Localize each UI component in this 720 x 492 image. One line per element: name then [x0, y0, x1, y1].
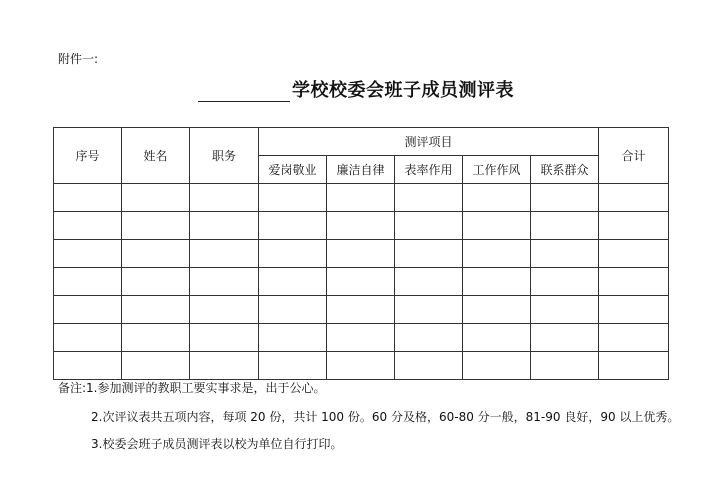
header-criterion: 工作作风	[463, 156, 531, 184]
table-cell[interactable]	[190, 184, 259, 212]
table-cell[interactable]	[599, 184, 669, 212]
table-cell[interactable]	[531, 268, 599, 296]
table-cell[interactable]	[463, 212, 531, 240]
note-item: 2.次评议表共五项内容，每项 20 份，共计 100 份。60 分及格，60-80 分一般，81-90 良好，90 以上优秀。	[91, 410, 680, 424]
table-cell[interactable]	[531, 324, 599, 352]
table-cell[interactable]	[54, 296, 122, 324]
table-cell[interactable]	[463, 240, 531, 268]
table-cell[interactable]	[259, 268, 327, 296]
table-cell[interactable]	[463, 184, 531, 212]
table-cell[interactable]	[599, 240, 669, 268]
table-cell[interactable]	[463, 296, 531, 324]
table-cell[interactable]	[395, 240, 463, 268]
table-cell[interactable]	[599, 268, 669, 296]
table-cell[interactable]	[531, 240, 599, 268]
table-cell[interactable]	[259, 352, 327, 380]
table-body	[54, 184, 669, 380]
table-cell[interactable]	[327, 296, 395, 324]
table-cell[interactable]	[599, 324, 669, 352]
table-cell[interactable]	[531, 352, 599, 380]
table-cell[interactable]	[54, 268, 122, 296]
table-cell[interactable]	[259, 212, 327, 240]
table-cell[interactable]	[122, 324, 190, 352]
attachment-label: 附件一:	[58, 52, 99, 66]
table-cell[interactable]	[599, 212, 669, 240]
table-cell[interactable]	[122, 352, 190, 380]
header-position: 职务	[190, 128, 259, 184]
table-cell[interactable]	[259, 240, 327, 268]
notes-label: 备注:	[58, 381, 87, 395]
table-cell[interactable]	[395, 212, 463, 240]
table-cell[interactable]	[190, 268, 259, 296]
table-cell[interactable]	[259, 184, 327, 212]
header-criterion: 联系群众	[531, 156, 599, 184]
header-criterion: 表率作用	[395, 156, 463, 184]
table-cell[interactable]	[122, 268, 190, 296]
table-cell[interactable]	[190, 352, 259, 380]
table-cell[interactable]	[122, 296, 190, 324]
table-cell[interactable]	[395, 184, 463, 212]
table-cell[interactable]	[122, 212, 190, 240]
table-cell[interactable]	[259, 296, 327, 324]
note-item: 1.参加测评的教职工要实事求是，出于公心。	[86, 381, 326, 395]
table-cell[interactable]	[190, 296, 259, 324]
table-cell[interactable]	[327, 240, 395, 268]
table-cell[interactable]	[327, 324, 395, 352]
page-title: 学校校委会班子成员测评表	[292, 80, 514, 101]
table-cell[interactable]	[122, 240, 190, 268]
note-line-2	[58, 410, 679, 425]
header-name: 姓名	[122, 128, 190, 184]
header-criterion: 廉洁自律	[327, 156, 395, 184]
table-cell[interactable]	[531, 296, 599, 324]
table-cell[interactable]	[599, 296, 669, 324]
header-criterion: 爱岗敬业	[259, 156, 327, 184]
table-cell[interactable]	[327, 212, 395, 240]
note-item: 3.校委会班子成员测评表以校为单位自行打印。	[91, 437, 343, 451]
table-cell[interactable]	[531, 184, 599, 212]
header-total: 合计	[599, 128, 669, 184]
header-index: 序号	[54, 128, 122, 184]
table-cell[interactable]	[259, 324, 327, 352]
table-row	[54, 296, 669, 324]
table-cell[interactable]	[122, 184, 190, 212]
table-cell[interactable]	[531, 212, 599, 240]
table-cell[interactable]	[463, 324, 531, 352]
table-row	[54, 184, 669, 212]
table-cell[interactable]	[190, 212, 259, 240]
note-line-1	[58, 381, 326, 396]
title-row	[198, 76, 514, 102]
table-cell[interactable]	[327, 352, 395, 380]
table-cell[interactable]	[395, 352, 463, 380]
header-evaluation-group: 测评项目	[259, 128, 599, 156]
table-cell[interactable]	[395, 268, 463, 296]
table-cell[interactable]	[395, 296, 463, 324]
table-cell[interactable]	[54, 352, 122, 380]
table-row	[54, 324, 669, 352]
table-cell[interactable]	[327, 184, 395, 212]
table-cell[interactable]	[190, 324, 259, 352]
note-line-3	[58, 437, 342, 452]
table-row	[54, 352, 669, 380]
table-cell[interactable]	[463, 268, 531, 296]
table-cell[interactable]	[54, 240, 122, 268]
table-row	[54, 240, 669, 268]
table-cell[interactable]	[463, 352, 531, 380]
table-cell[interactable]	[190, 240, 259, 268]
evaluation-table	[53, 127, 669, 380]
table-row	[54, 268, 669, 296]
table-cell[interactable]	[395, 324, 463, 352]
title-blank-line	[198, 81, 290, 102]
table-cell[interactable]	[54, 324, 122, 352]
table-cell[interactable]	[54, 212, 122, 240]
table-row	[54, 212, 669, 240]
table-cell[interactable]	[54, 184, 122, 212]
table-cell[interactable]	[599, 352, 669, 380]
table-cell[interactable]	[327, 268, 395, 296]
